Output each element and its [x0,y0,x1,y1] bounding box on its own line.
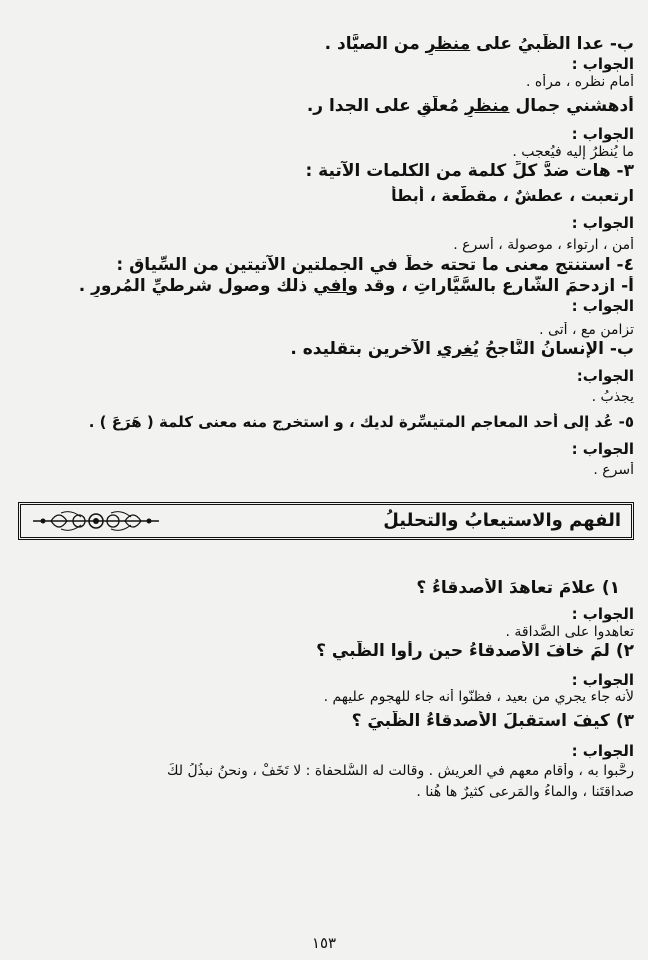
answer-label: الجواب : [571,214,634,233]
comprehension-question-1: ١) علامَ تعاهدَ الأصدقاءُ ؟ [416,577,620,598]
question-text: أ- ازدحمَ الشَّارع بالسَّيَّاراتِ ، وقد [357,275,634,296]
answer-text: أمام نظره ، مرأه . [526,74,634,90]
section-banner [18,502,634,540]
underlined-word: يُغري [436,339,479,360]
floral-ornament-icon [31,509,161,533]
answer-label: الجواب : [571,55,634,74]
answer-text: يجذبُ . [591,389,634,406]
section-title: الفهم والاستيعابُ والتحليلُ [383,510,621,532]
question-text: الآخرين بتقليده . [290,339,437,360]
comprehension-question-3: ٣) كيفَ استقبلَ الأصدقاءُ الظَّبيَ ؟ [351,710,634,731]
answer-label: الجواب : [571,670,634,689]
question-text: أدهشني جمال [509,95,634,116]
vocab-question-4b [18,339,634,360]
question-text: من الصيَّاد . [324,34,426,54]
underlined-word: منظرٍ [464,95,510,116]
answer-label: الجواب : [571,124,634,143]
question-text: ب- عدا الظَّبيُ على [470,34,634,54]
vocab-question-5: ٥- عُد إلى أحد المعاجم المتيسِّرة لديك ، و استخرج منه معنى كلمة ( هَرَعَ ) . [88,412,634,431]
answer-text: ما يُنظرُ إليه فيُعجب . [512,143,634,160]
answer-text: تعاهدوا على الصَّداقة . [505,623,634,640]
comprehension-question-2: ٢) لمَ خافَ الأصدقاءُ حين رأوا الظَّبي ؟ [316,641,634,662]
answer-text: رحَّبوا به ، وأقام معهم في العريش . وقالت له السُّلحفاة : لا تَخَفْ ، ونحنُ نبذُلُ لكَ [166,762,634,779]
vocab-question-c [18,96,634,117]
answer-text: لأنه جاء يجري من بعيد ، فظنّوا أنه جاء للهجوم عليهم . [323,689,634,706]
answer-label: الجواب : [571,742,634,760]
vocab-question-4a [18,276,634,297]
question-text: مُعلّقٍ على الجدا ر. [306,95,465,116]
answer-text: تزامن مع ، أتى . [539,321,634,338]
word-list: ارتعبت ، عطشٌ ، مقطَّعة ، أبطأ [391,186,634,206]
question-text: ذلك وصول شرطيِّ المُرورِ . [78,275,314,296]
question-text: ب- الإنسانُ النَّاجحُ [479,339,634,360]
answer-label: الجواب : [571,297,634,315]
vocab-question-b [18,34,634,55]
underlined-word: وافي [313,275,358,296]
answer-label: الجواب : [571,605,634,623]
underlined-word: منظرٍ [425,34,471,54]
answer-label: الجواب : [571,439,634,458]
page-number: ١٥٣ [311,934,337,952]
vocab-question-3: ٣- هات ضدَّ كلِّ كلمة من الكلمات الآتية : [305,161,634,181]
answer-text: أسرع . [593,462,634,479]
answer-text: صداقتَنا ، والماءُ والمَرعى كثيرٌ ها هُنا . [416,784,634,801]
vocab-question-4: ٤- استنتج معنى ما تحته خطٌّ في الجملتين الآتيتين من السِّياق : [116,254,634,275]
answer-label: الجواب: [576,366,634,385]
answer-text: أمن ، ارتواء ، موصولة ، أسرع . [453,237,634,253]
